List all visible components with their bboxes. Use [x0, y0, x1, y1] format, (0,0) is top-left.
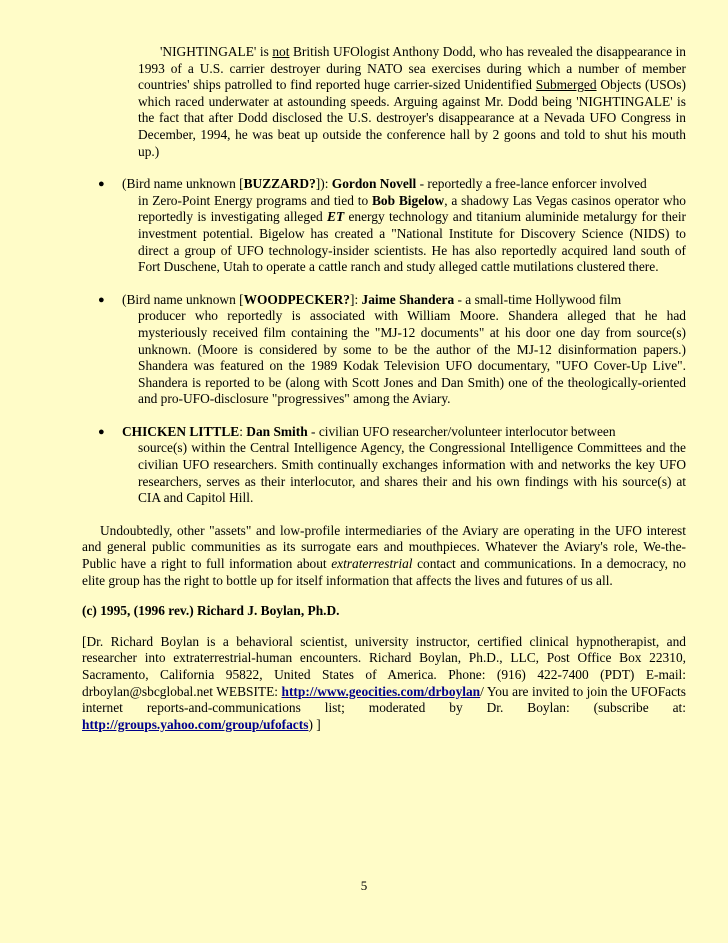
bullet-first-line: [82, 176, 686, 193]
text-run: energy technology and titanium aluminide metalurgy for their investment potential. Bigelow has created a "National Institute for Discovery Science (NIDS) to direct a group of UFO technology-insider scientists. He has also reportedly acquired land south of Fort Duschene, Utah to operate a cattle ranch and study alleged cattle mutilations clustered there.: [138, 209, 687, 275]
nightingale-text: [138, 44, 686, 160]
bullet-first-line: [82, 292, 686, 309]
author-bio: [82, 634, 686, 734]
website-link[interactable]: http://www.geocities.com/drboylan: [281, 683, 481, 699]
text-run: Objects (USOs) which raced underwater at astounding speeds. Arguing against Mr. Dodd being 'NIGHTINGALE' is the fact that after Dodd disclosed the U.S. destroyer's disappearance at a Nevada UFO Congress in December, 1994, he was beat up outside the conference hall by 2 goons and told to shut his mouth up.): [138, 77, 686, 159]
person-name: Dan Smith: [246, 423, 308, 439]
text-run: - civilian UFO researcher/volunteer interlocutor between: [307, 423, 616, 439]
bullet-icon: ●: [98, 293, 105, 306]
text-run: [Dr. Richard Boylan is a behavioral scientist, university instructor, certified clinical hypnotherapist, and researcher into extraterrestrial-human encounters. Richard Boylan, Ph.D., LLC, Post Office Box 22310, Sacramento, California 95822, United States of America. Phone: (916) 422-7400 (PDT) E-mail: drboylan@sbcglobal.net WEBSITE:: [82, 633, 686, 699]
emphasis-et: ET: [327, 209, 345, 225]
text-run: - reportedly a free-lance enforcer involved: [416, 176, 647, 192]
emphasis-submerged: Submerged: [535, 77, 597, 93]
conclusion-paragraph: [82, 523, 686, 589]
bullet-icon: ●: [98, 425, 105, 438]
text-run: ) ]: [308, 716, 321, 732]
text-run: in Zero-Point Energy programs and tied to: [138, 192, 372, 208]
bird-name: WOODPECKER?: [243, 291, 350, 307]
bullet-buzzard: [82, 176, 686, 276]
text-run: 'NIGHTINGALE' is: [160, 44, 273, 59]
bullet-body: producer who reportedly is associated with William Moore. Shandera alleged that he had mysteriously received film containing the "MJ-12 documents" at his door one day from source(s) unknown. (Moore is considered by some to be the author of the MJ-12 disinformation papers.) Shandera was featured on the 1989 Kodak Television UFO documentary, "UFO Cover-Up Live". Shandera is reported to be (along with Scott Jones and Dan Smith) one of the theologically-oriented and pro-UFO-disclosure "progressives" among the Aviary.: [138, 308, 686, 407]
page-content: [82, 44, 686, 733]
person-name: Bob Bigelow: [371, 192, 445, 208]
text-run: (Bird name unknown [: [122, 291, 244, 307]
text-run: Undoubtedly, other "assets" and low-profile intermediaries of the Aviary are operating in the UFO interest and general public communities as its surrogate ears and mouthpieces. Whatever the Aviary's role, We-the-Public have a right to full information about: [82, 522, 686, 572]
bullet-first-line: [82, 424, 686, 441]
text-run: , a shadowy Las Vegas casinos operator who reportedly is investigating alleged: [138, 192, 686, 225]
page-number: 5: [360, 878, 368, 893]
bullet-woodpecker: [82, 292, 686, 408]
text-run: (Bird name unknown [: [122, 176, 244, 192]
text-run: ]):: [315, 176, 332, 192]
text-run: / You are invited to join the UFOFacts internet reports-and-communications list; moderated by Dr. Boylan: (subscribe at:: [82, 683, 686, 716]
text-run: contact and communications. In a democracy, no elite group has the right to bottle up for itself information that affects the lives and futures of us all.: [82, 556, 686, 588]
bird-name: BUZZARD?: [243, 176, 316, 192]
text-run: British UFOlogist Anthony Dodd, who has revealed the disappearance in 1993 of a U.S. carrier destroyer during NATO sea exercises during which a number of member countries' ships patrolled to find reported huge carrier-sized Unidentified: [138, 44, 686, 93]
bullet-icon: ●: [98, 178, 105, 191]
bullet-chicken-little: [82, 424, 686, 507]
emphasis-extraterrestrial: extraterrestrial: [331, 556, 413, 572]
text-run: ]:: [350, 291, 362, 307]
emphasis-not: not: [272, 44, 290, 59]
text-run: - a small-time Hollywood film: [454, 291, 622, 307]
bird-name: CHICKEN LITTLE: [122, 423, 240, 439]
nightingale-paragraph: [138, 44, 686, 160]
groups-link[interactable]: http://groups.yahoo.com/group/ufofacts: [82, 716, 309, 732]
bullet-body: [82, 193, 686, 276]
text-run: :: [239, 423, 247, 439]
person-name: Jaime Shandera: [361, 291, 455, 307]
bullet-body: source(s) within the Central Intelligence Agency, the Congressional Intelligence Committees and the civilian UFO researchers. Smith continually exchanges information with and networks the key UFO researchers, serves as their interlocutor, and shares their and his own findings with his source(s) at CIA and Capitol Hill.: [138, 440, 686, 506]
copyright-line: (c) 1995, (1996 rev.) Richard J. Boylan, Ph.D.: [82, 603, 340, 619]
person-name: Gordon Novell: [331, 176, 417, 192]
